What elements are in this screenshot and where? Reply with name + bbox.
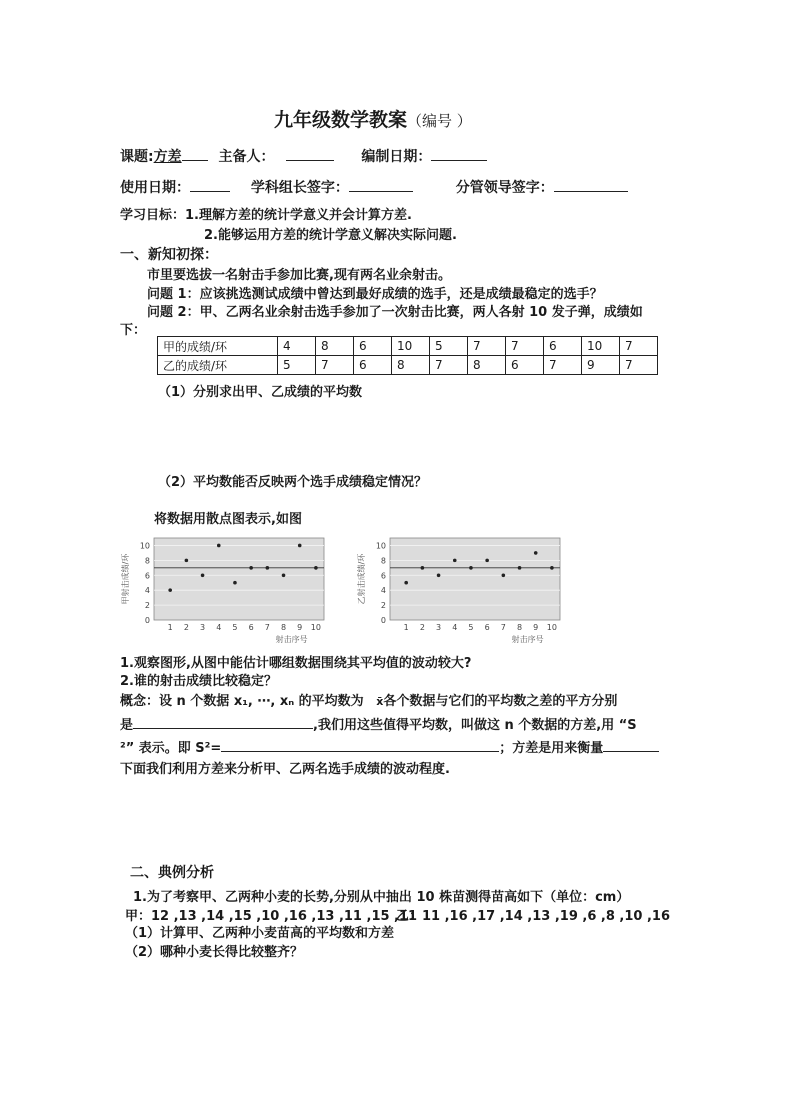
- row-label-yi: 乙的成绩/环: [158, 356, 278, 375]
- x-tick-label: 8: [516, 623, 523, 632]
- data-point: [266, 566, 270, 570]
- y-tick-label: 0: [144, 616, 150, 625]
- plot-area: [390, 538, 560, 620]
- concept-text-3b: ；方差是用来衡量: [499, 741, 604, 756]
- compile-date-blank[interactable]: [431, 146, 487, 161]
- concept-line-2: [120, 714, 637, 733]
- scatter-chart-yi: [354, 532, 566, 646]
- concept-line-1: [120, 690, 617, 709]
- table-cell: 8: [468, 356, 506, 375]
- x-axis-label: 射击序号: [511, 635, 544, 644]
- section2-heading: 二、典例分析: [130, 865, 214, 881]
- data-point: [314, 566, 318, 570]
- data-point: [201, 573, 205, 577]
- topic-blank[interactable]: [182, 146, 208, 161]
- table-cell: 10: [392, 337, 430, 356]
- x-tick-label: 6: [248, 623, 254, 632]
- section1-heading: 一、新知初探：: [120, 247, 218, 263]
- data-point: [421, 566, 425, 570]
- use-date-label: 使用日期：: [120, 180, 190, 196]
- y-tick-label: 10: [139, 541, 150, 551]
- x-tick-label: 1: [167, 623, 173, 632]
- x-tick-label: 6: [484, 623, 490, 632]
- concept-text-1b: 各个数据与它们的平均数之差的平方分别: [383, 694, 618, 709]
- data-point: [534, 551, 538, 555]
- y-tick-label: 8: [380, 556, 386, 566]
- leader-sign-blank[interactable]: [349, 177, 413, 192]
- x-tick-label: 1: [403, 623, 409, 632]
- topic-value: 方差: [153, 149, 182, 165]
- leader-label: 学科组长签字：: [250, 180, 349, 196]
- y-tick-label: 2: [144, 601, 150, 611]
- y-tick-label: 4: [380, 586, 386, 596]
- data-point: [404, 581, 408, 585]
- data-point: [502, 573, 506, 577]
- page-title: [274, 105, 472, 132]
- table-cell: 6: [506, 356, 544, 375]
- x-tick-label: 4: [452, 623, 458, 632]
- table-cell: 4: [278, 337, 316, 356]
- x-tick-label: 7: [500, 623, 506, 632]
- x-tick-label: 7: [264, 623, 270, 632]
- data-point: [485, 559, 489, 563]
- data-point: [518, 566, 522, 570]
- table-cell: 9: [582, 356, 620, 375]
- x-tick-label: 3: [436, 623, 442, 632]
- goal-1: [120, 204, 412, 223]
- x-tick-label: 9: [297, 623, 303, 632]
- table-cell: 7: [430, 356, 468, 375]
- x-tick-label: 10: [546, 623, 557, 632]
- table-row: [158, 356, 658, 375]
- table-cell: 6: [354, 337, 392, 356]
- table-cell: 8: [316, 337, 354, 356]
- x-tick-label: 2: [419, 623, 425, 632]
- table-cell: 7: [620, 356, 658, 375]
- data-point: [437, 573, 441, 577]
- x-tick-label: 3: [200, 623, 206, 632]
- data-point: [469, 566, 473, 570]
- table-cell: 7: [506, 337, 544, 356]
- use-date-blank[interactable]: [190, 177, 230, 192]
- section1-intro: 市里要选拔一名射击手参加比赛,现有两名业余射击。: [147, 268, 451, 283]
- x-tick-label: 5: [468, 623, 474, 632]
- data-point: [453, 559, 457, 563]
- observe-question-2: 2.谁的射击成绩比较稳定？: [120, 674, 277, 689]
- x-tick-label: 4: [216, 623, 222, 632]
- y-axis-label: 乙射击成绩/环: [357, 553, 366, 605]
- y-tick-label: 0: [380, 616, 386, 625]
- table-row: [158, 337, 658, 356]
- data-point: [249, 566, 253, 570]
- plot-area: [154, 538, 324, 620]
- data-point: [185, 559, 189, 563]
- question-2: 问题 2：甲、乙两名业余射击选手参加了一次射击比赛，两人各射 10 发子弹，成绩如: [147, 305, 643, 320]
- concept-text-2a: 是: [120, 718, 134, 733]
- scatter-chart-jia: [118, 532, 330, 646]
- table-cell: 6: [544, 337, 582, 356]
- y-tick-label: 6: [144, 571, 150, 581]
- example-1-jia: 甲：12 ,13 ,14 ,15 ,10 ,16 ,13 ,11 ,15 ,11: [125, 909, 418, 924]
- question-2-cont: 下：: [120, 323, 147, 338]
- y-tick-label: 6: [380, 571, 386, 581]
- x-tick-label: 2: [183, 623, 189, 632]
- x-tick-label: 5: [232, 623, 238, 632]
- x-tick-label: 10: [310, 623, 321, 632]
- concept-line-4: 下面我们利用方差来分析甲、乙两名选手成绩的波动程度.: [120, 762, 450, 777]
- y-tick-label: 8: [144, 556, 150, 566]
- table-cell: 7: [316, 356, 354, 375]
- data-point: [233, 581, 237, 585]
- table-cell: 6: [354, 356, 392, 375]
- table-cell: 7: [468, 337, 506, 356]
- data-point: [550, 566, 554, 570]
- scatter-intro: 将数据用散点图表示,如图: [154, 512, 302, 527]
- title-main: 九年级数学教案: [274, 109, 408, 131]
- manager-sign-blank[interactable]: [554, 177, 628, 192]
- concept-text-1: 概念：设 n 个数据 x₁, ⋯, xₙ 的平均数为: [120, 694, 364, 709]
- goal-1-text: 1.理解方差的统计学意义并会计算方差.: [185, 208, 412, 223]
- compile-label: 编制日期：: [361, 149, 432, 165]
- question-1: 问题 1：应该挑选测试成绩中曾达到最好成绩的选手，还是成绩最稳定的选手？: [147, 287, 603, 302]
- example-1-yi: 乙：11 ,16 ,17 ,14 ,13 ,19 ,6 ,8 ,10 ,16: [396, 909, 670, 924]
- data-point: [168, 588, 172, 592]
- table-cell: 5: [430, 337, 468, 356]
- concept-text-2b: ,我们用这些值得平均数，叫做这 n 个数据的方差,用 “S: [313, 718, 637, 733]
- score-table: [157, 336, 658, 375]
- mean-symbol: x̄: [376, 695, 384, 708]
- goal-2: 2.能够运用方差的统计学意义解决实际问题.: [204, 228, 457, 243]
- data-point: [217, 544, 221, 548]
- example-1-q1: （1）计算甲、乙两种小麦苗高的平均数和方差: [125, 926, 395, 941]
- y-tick-label: 2: [380, 601, 386, 611]
- meta-line-2: [120, 177, 628, 197]
- goals-label: 学习目标：: [120, 208, 186, 223]
- table-cell: 5: [278, 356, 316, 375]
- y-tick-label: 10: [375, 541, 386, 551]
- variance-formula-blank[interactable]: [221, 737, 499, 752]
- data-point: [298, 544, 302, 548]
- topic-label: 课题:: [120, 149, 154, 165]
- example-1: 1.为了考察甲、乙两种小麦的长势,分别从中抽出 10 株苗测得苗高如下（单位：cm）: [133, 890, 630, 905]
- table-cell: 8: [392, 356, 430, 375]
- table-cell: 7: [544, 356, 582, 375]
- subquestion-2: （2）平均数能否反映两个选手成绩稳定情况？: [158, 475, 428, 490]
- host-blank[interactable]: [286, 146, 334, 161]
- example-1-q2: （2）哪种小麦长得比较整齐？: [125, 945, 304, 960]
- subquestion-1: （1）分别求出甲、乙成绩的平均数: [158, 385, 363, 400]
- concept-text-3a: ²” 表示。即 S²=: [120, 741, 222, 756]
- concept-line-3: [120, 737, 659, 756]
- table-cell: 10: [582, 337, 620, 356]
- x-axis-label: 射击序号: [275, 635, 308, 644]
- manager-label: 分管领导签字：: [455, 180, 554, 196]
- x-tick-label: 9: [533, 623, 539, 632]
- variance-purpose-blank[interactable]: [603, 737, 659, 752]
- meta-line-1: [120, 146, 487, 166]
- row-label-jia: 甲的成绩/环: [158, 337, 278, 356]
- table-cell: 7: [620, 337, 658, 356]
- data-point: [282, 573, 286, 577]
- x-tick-label: 8: [280, 623, 287, 632]
- y-tick-label: 4: [144, 586, 150, 596]
- title-number: （编号 ）: [407, 112, 472, 130]
- y-axis-label: 甲射击成绩/环: [121, 553, 130, 605]
- squared-differences-blank[interactable]: [133, 714, 313, 729]
- host-label: 主备人：: [218, 149, 275, 165]
- observe-question-1: 1.观察图形,从图中能估计哪组数据围绕其平均值的波动较大?: [120, 656, 472, 671]
